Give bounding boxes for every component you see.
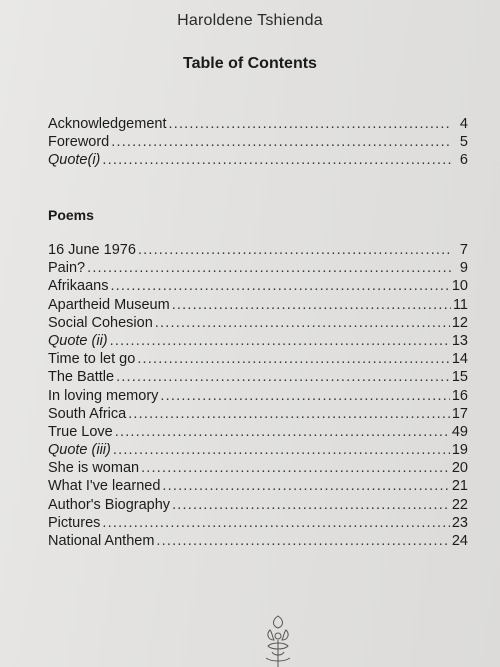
dot-leader [102,152,452,168]
entry-title: Author's Biography [48,496,171,513]
front-matter-entry [48,116,468,134]
entry-title: Time to let go [48,351,136,368]
dot-leader [116,369,450,385]
entry-title: Social Cohesion [48,314,153,331]
entry-page-number: 13 [451,332,468,349]
entry-page-number: 23 [451,514,468,531]
dot-leader [128,406,450,422]
dot-leader [137,351,450,367]
dot-leader [172,297,451,313]
entry-title: True Love [48,423,113,440]
entry-title: South Africa [48,405,127,422]
poem-entry [48,460,468,478]
entry-title: National Anthem [48,533,155,549]
dot-leader [162,478,449,494]
entry-page-number: 19 [451,442,468,459]
entry-page-number: 22 [451,496,468,513]
poem-entry [48,497,468,515]
poem-entry [48,478,468,496]
entry-title: Afrikaans [48,278,109,295]
entry-title: Foreword [48,134,110,151]
poems-list [48,242,468,551]
poems-heading: Poems [48,207,94,223]
poem-entry [48,533,468,551]
poem-entry [48,424,468,442]
entry-title: Pictures [48,514,101,531]
poem-entry [48,315,468,333]
entry-page-number: 5 [459,134,468,151]
dot-leader [110,278,449,294]
poem-entry [48,369,468,387]
dot-leader [87,260,452,276]
entry-page-number: 49 [451,423,468,440]
dot-leader [113,442,450,458]
dot-leader [160,388,449,404]
dot-leader [102,515,449,531]
entry-title: Pain? [48,260,86,277]
entry-title: What I've learned [48,478,161,495]
entry-page-number: 14 [451,351,468,368]
dot-leader [110,333,450,349]
dot-leader [115,424,450,440]
front-matter-entry [48,134,468,152]
entry-page-number: 7 [459,242,468,258]
poem-entry [48,260,468,278]
entry-page-number: 17 [451,405,468,422]
entry-page-number: 24 [451,533,468,549]
entry-page-number: 10 [451,278,468,295]
author-name: Haroldene Tshienda [177,12,323,29]
poem-entry [48,388,468,406]
poem-entry [48,333,468,351]
dot-leader [111,134,452,150]
entry-page-number: 16 [451,387,468,404]
entry-title: She is woman [48,460,140,477]
entry-page-number: 4 [459,116,468,132]
dot-leader [138,242,452,258]
poem-entry [48,242,468,260]
poem-entry [48,278,468,296]
entry-page-number: 6 [459,152,468,169]
entry-title: Quote (iii) [48,442,111,459]
entry-title: 16 June 1976 [48,242,136,258]
entry-page-number: 9 [459,260,468,277]
front-matter-list [48,116,468,171]
front-matter-entry [48,152,468,170]
decorative-ornament-icon [258,612,298,667]
poem-entry [48,442,468,460]
entry-page-number: 15 [451,369,468,386]
entry-title: The Battle [48,369,115,386]
poem-entry [48,297,468,315]
entry-title: Acknowledgement [48,116,167,132]
entry-page-number: 12 [451,314,468,331]
entry-page-number: 21 [451,478,468,495]
entry-title: Quote (ii) [48,332,108,349]
entry-title: Quote(i) [48,152,101,169]
poem-entry [48,351,468,369]
poem-entry [48,515,468,533]
entry-title: In loving memory [48,387,159,404]
dot-leader [156,533,449,549]
poem-entry [48,406,468,424]
entry-page-number: 20 [451,460,468,477]
entry-page-number: 11 [452,296,468,313]
dot-leader [141,460,450,476]
page-title: Table of Contents [183,55,317,72]
dot-leader [172,497,450,513]
dot-leader [155,315,450,331]
entry-title: Apartheid Museum [48,296,170,313]
dot-leader [169,116,453,132]
